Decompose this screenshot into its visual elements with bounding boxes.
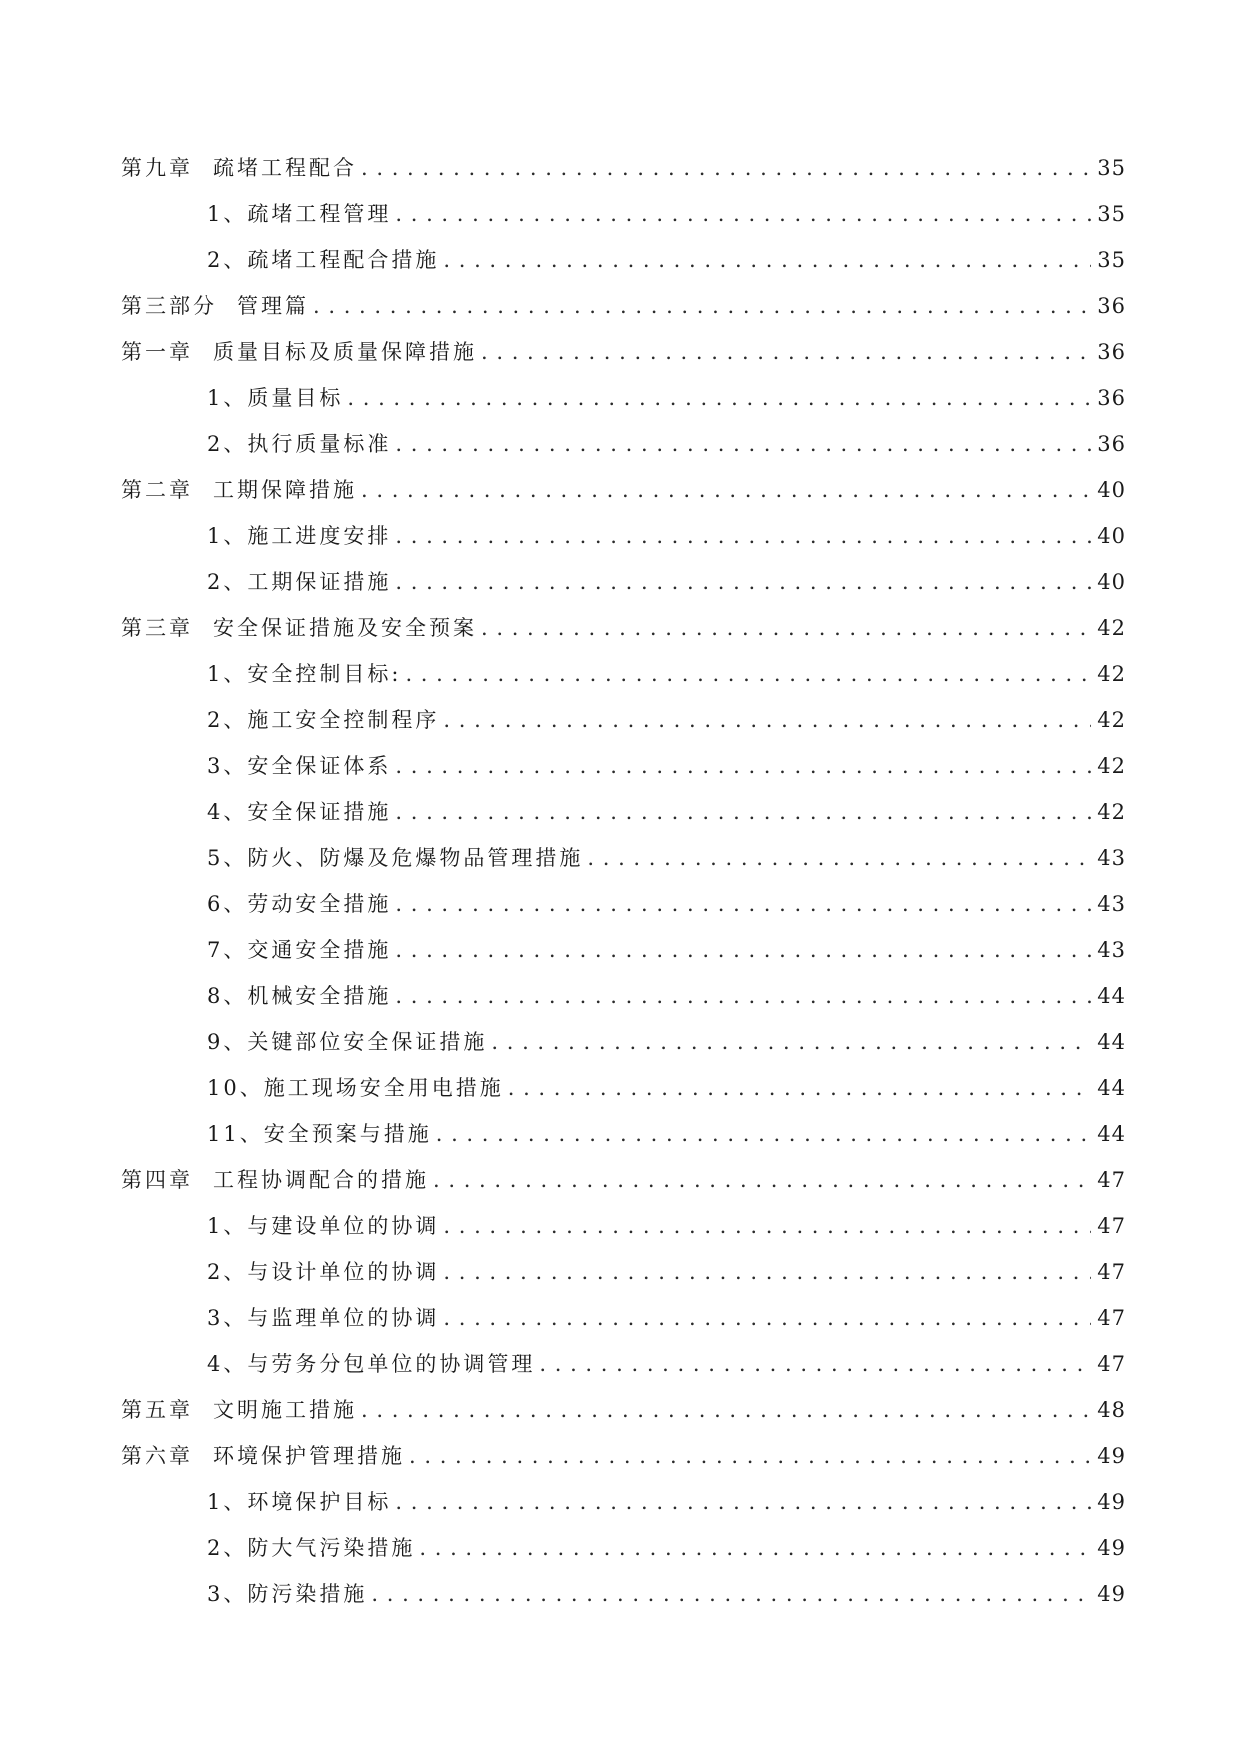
toc-dot-leader xyxy=(433,1168,1091,1192)
toc-entry-text: 1、施工进度安排 xyxy=(207,524,392,548)
toc-page-number: 36 xyxy=(1097,386,1126,410)
toc-page-number: 42 xyxy=(1097,662,1126,686)
toc-page-number: 42 xyxy=(1097,708,1126,732)
toc-page-number: 40 xyxy=(1097,524,1126,548)
toc-dot-leader xyxy=(347,386,1091,410)
toc-entry-title xyxy=(121,1394,361,1424)
toc-entry-text: 2、与设计单位的协调 xyxy=(207,1260,440,1284)
toc-entry-text: 1、环境保护目标 xyxy=(207,1490,392,1514)
toc-entry-text: 11、安全预案与措施 xyxy=(207,1122,432,1146)
toc-entry-title xyxy=(121,152,361,182)
toc-dot-leader xyxy=(395,524,1091,548)
toc-entry-text: 环境保护管理措施 xyxy=(213,1444,405,1468)
toc-entry-text: 1、质量目标 xyxy=(207,386,344,410)
toc-dot-leader xyxy=(395,938,1091,962)
toc-section-entry[interactable] xyxy=(121,1210,1126,1256)
toc-dot-leader xyxy=(395,1490,1091,1514)
toc-page-number: 49 xyxy=(1097,1582,1126,1606)
toc-entry-title xyxy=(207,1026,491,1056)
toc-chapter-entry[interactable] xyxy=(121,290,1126,336)
toc-dot-leader xyxy=(395,570,1091,594)
toc-dot-leader xyxy=(361,478,1091,502)
toc-entry-text: 2、防大气污染措施 xyxy=(207,1536,416,1560)
toc-chapter-entry[interactable] xyxy=(121,336,1126,382)
toc-dot-leader xyxy=(443,1214,1091,1238)
toc-dot-leader xyxy=(405,662,1091,686)
toc-section-entry[interactable] xyxy=(121,428,1126,474)
toc-page-number: 44 xyxy=(1097,1122,1126,1146)
toc-page-number: 43 xyxy=(1097,846,1126,870)
toc-chapter-label: 第三部分 xyxy=(121,294,217,318)
toc-section-entry[interactable] xyxy=(121,934,1126,980)
toc-section-entry[interactable] xyxy=(121,520,1126,566)
toc-section-entry[interactable] xyxy=(121,382,1126,428)
toc-section-entry[interactable] xyxy=(121,842,1126,888)
toc-chapter-label: 第四章 xyxy=(121,1168,193,1192)
toc-entry-text: 1、疏堵工程管理 xyxy=(207,202,392,226)
toc-dot-leader xyxy=(443,1260,1091,1284)
toc-entry-title xyxy=(207,382,347,412)
toc-section-entry[interactable] xyxy=(121,1532,1126,1578)
toc-page-number: 47 xyxy=(1097,1306,1126,1330)
toc-dot-leader xyxy=(409,1444,1091,1468)
toc-section-entry[interactable] xyxy=(121,796,1126,842)
toc-chapter-label: 第六章 xyxy=(121,1444,193,1468)
toc-entry-text: 2、施工安全控制程序 xyxy=(207,708,440,732)
toc-section-entry[interactable] xyxy=(121,980,1126,1026)
toc-entry-text: 5、防火、防爆及危爆物品管理措施 xyxy=(207,846,584,870)
toc-dot-leader xyxy=(481,616,1091,640)
toc-section-entry[interactable] xyxy=(121,658,1126,704)
toc-page-number: 35 xyxy=(1097,202,1126,226)
toc-chapter-entry[interactable] xyxy=(121,1394,1126,1440)
toc-entry-title xyxy=(207,1210,443,1240)
toc-section-entry[interactable] xyxy=(121,704,1126,750)
toc-chapter-entry[interactable] xyxy=(121,612,1126,658)
toc-entry-title xyxy=(207,842,587,872)
toc-entry-title xyxy=(207,888,395,918)
toc-page-number: 49 xyxy=(1097,1536,1126,1560)
toc-section-entry[interactable] xyxy=(121,1486,1126,1532)
toc-dot-leader xyxy=(443,1306,1091,1330)
toc-chapter-entry[interactable] xyxy=(121,1440,1126,1486)
toc-entry-text: 8、机械安全措施 xyxy=(207,984,392,1008)
toc-section-entry[interactable] xyxy=(121,888,1126,934)
toc-page-number: 47 xyxy=(1097,1260,1126,1284)
toc-dot-leader xyxy=(361,1398,1091,1422)
toc-dot-leader xyxy=(371,1582,1091,1606)
toc-entry-text: 工期保障措施 xyxy=(213,478,357,502)
toc-page-number: 35 xyxy=(1097,156,1126,180)
toc-entry-text: 9、关键部位安全保证措施 xyxy=(207,1030,488,1054)
toc-entry-text: 安全保证措施及安全预案 xyxy=(213,616,477,640)
toc-page-number: 47 xyxy=(1097,1168,1126,1192)
toc-dot-leader xyxy=(395,432,1091,456)
toc-entry-title xyxy=(207,1532,419,1562)
toc-dot-leader xyxy=(395,754,1091,778)
toc-entry-text: 6、劳动安全措施 xyxy=(207,892,392,916)
toc-entry-title xyxy=(207,428,395,458)
toc-entry-text: 4、安全保证措施 xyxy=(207,800,392,824)
toc-chapter-label: 第五章 xyxy=(121,1398,193,1422)
toc-entry-title xyxy=(207,796,395,826)
toc-page-number: 36 xyxy=(1097,294,1126,318)
toc-entry-text: 疏堵工程配合 xyxy=(213,156,357,180)
toc-dot-leader xyxy=(491,1030,1091,1054)
toc-chapter-entry[interactable] xyxy=(121,1164,1126,1210)
toc-entry-text: 2、疏堵工程配合措施 xyxy=(207,248,440,272)
toc-entry-title xyxy=(207,750,395,780)
toc-entry-title xyxy=(207,1072,508,1102)
toc-entry-title xyxy=(207,980,395,1010)
toc-section-entry[interactable] xyxy=(121,1578,1126,1624)
toc-dot-leader xyxy=(419,1536,1091,1560)
toc-page-number: 47 xyxy=(1097,1352,1126,1376)
toc-entry-text: 2、工期保证措施 xyxy=(207,570,392,594)
toc-dot-leader xyxy=(436,1122,1092,1146)
toc-chapter-entry[interactable] xyxy=(121,152,1126,198)
toc-entry-title xyxy=(207,198,395,228)
toc-dot-leader xyxy=(395,800,1091,824)
toc-page-number: 42 xyxy=(1097,800,1126,824)
toc-entry-text: 7、交通安全措施 xyxy=(207,938,392,962)
toc-page-number: 49 xyxy=(1097,1490,1126,1514)
toc-dot-leader xyxy=(313,294,1091,318)
toc-chapter-entry[interactable] xyxy=(121,474,1126,520)
toc-entry-title xyxy=(207,934,395,964)
toc-entry-text: 4、与劳务分包单位的协调管理 xyxy=(207,1352,536,1376)
toc-page-number: 36 xyxy=(1097,432,1126,456)
toc-section-entry[interactable] xyxy=(121,1072,1126,1118)
toc-section-entry[interactable] xyxy=(121,566,1126,612)
table-of-contents xyxy=(121,152,1126,1624)
toc-page-number: 47 xyxy=(1097,1214,1126,1238)
toc-entry-title xyxy=(121,290,313,320)
toc-page-number: 43 xyxy=(1097,892,1126,916)
toc-page-number: 44 xyxy=(1097,984,1126,1008)
toc-dot-leader xyxy=(443,708,1091,732)
toc-entry-title xyxy=(207,1348,539,1378)
toc-section-entry[interactable] xyxy=(121,1348,1126,1394)
toc-entry-text: 3、防污染措施 xyxy=(207,1582,368,1606)
toc-entry-title xyxy=(207,704,443,734)
toc-dot-leader xyxy=(539,1352,1091,1376)
toc-entry-text: 管理篇 xyxy=(237,294,309,318)
toc-entry-text: 2、执行质量标准 xyxy=(207,432,392,456)
toc-entry-text: 3、安全保证体系 xyxy=(207,754,392,778)
toc-entry-title xyxy=(121,1440,409,1470)
toc-page-number: 44 xyxy=(1097,1030,1126,1054)
toc-page-number: 35 xyxy=(1097,248,1126,272)
toc-chapter-label: 第一章 xyxy=(121,340,193,364)
toc-page-number: 40 xyxy=(1097,570,1126,594)
toc-section-entry[interactable] xyxy=(121,1256,1126,1302)
toc-entry-title xyxy=(121,474,361,504)
toc-section-entry[interactable] xyxy=(121,1302,1126,1348)
toc-entry-title xyxy=(207,1256,443,1286)
toc-entry-title xyxy=(207,658,405,688)
toc-entry-text: 1、与建设单位的协调 xyxy=(207,1214,440,1238)
toc-dot-leader xyxy=(481,340,1091,364)
toc-page-number: 49 xyxy=(1097,1444,1126,1468)
toc-entry-text: 质量目标及质量保障措施 xyxy=(213,340,477,364)
toc-dot-leader xyxy=(361,156,1091,180)
toc-entry-text: 工程协调配合的措施 xyxy=(213,1168,429,1192)
toc-entry-title xyxy=(207,520,395,550)
toc-entry-title xyxy=(121,612,481,642)
toc-entry-text: 1、安全控制目标: xyxy=(207,662,402,686)
toc-chapter-label: 第二章 xyxy=(121,478,193,502)
toc-page-number: 48 xyxy=(1097,1398,1126,1422)
toc-page-number: 43 xyxy=(1097,938,1126,962)
toc-page-number: 40 xyxy=(1097,478,1126,502)
toc-entry-title xyxy=(207,244,443,274)
toc-section-entry[interactable] xyxy=(121,1026,1126,1072)
toc-entry-title xyxy=(207,1118,436,1148)
toc-section-entry[interactable] xyxy=(121,1118,1126,1164)
toc-entry-title xyxy=(207,1578,371,1608)
toc-page-number: 36 xyxy=(1097,340,1126,364)
toc-dot-leader xyxy=(395,892,1091,916)
toc-entry-title xyxy=(121,336,481,366)
toc-entry-title xyxy=(207,1486,395,1516)
toc-dot-leader xyxy=(508,1076,1092,1100)
toc-entry-title xyxy=(207,566,395,596)
toc-entry-text: 文明施工措施 xyxy=(213,1398,357,1422)
toc-chapter-label: 第三章 xyxy=(121,616,193,640)
toc-page-number: 44 xyxy=(1097,1076,1126,1100)
toc-dot-leader xyxy=(587,846,1091,870)
toc-entry-text: 10、施工现场安全用电措施 xyxy=(207,1076,504,1100)
toc-entry-title xyxy=(207,1302,443,1332)
toc-page-number: 42 xyxy=(1097,754,1126,778)
toc-section-entry[interactable] xyxy=(121,198,1126,244)
toc-entry-title xyxy=(121,1164,433,1194)
toc-chapter-label: 第九章 xyxy=(121,156,193,180)
toc-entry-text: 3、与监理单位的协调 xyxy=(207,1306,440,1330)
toc-dot-leader xyxy=(395,202,1091,226)
toc-section-entry[interactable] xyxy=(121,244,1126,290)
toc-page-number: 42 xyxy=(1097,616,1126,640)
toc-dot-leader xyxy=(395,984,1091,1008)
toc-section-entry[interactable] xyxy=(121,750,1126,796)
toc-dot-leader xyxy=(443,248,1091,272)
